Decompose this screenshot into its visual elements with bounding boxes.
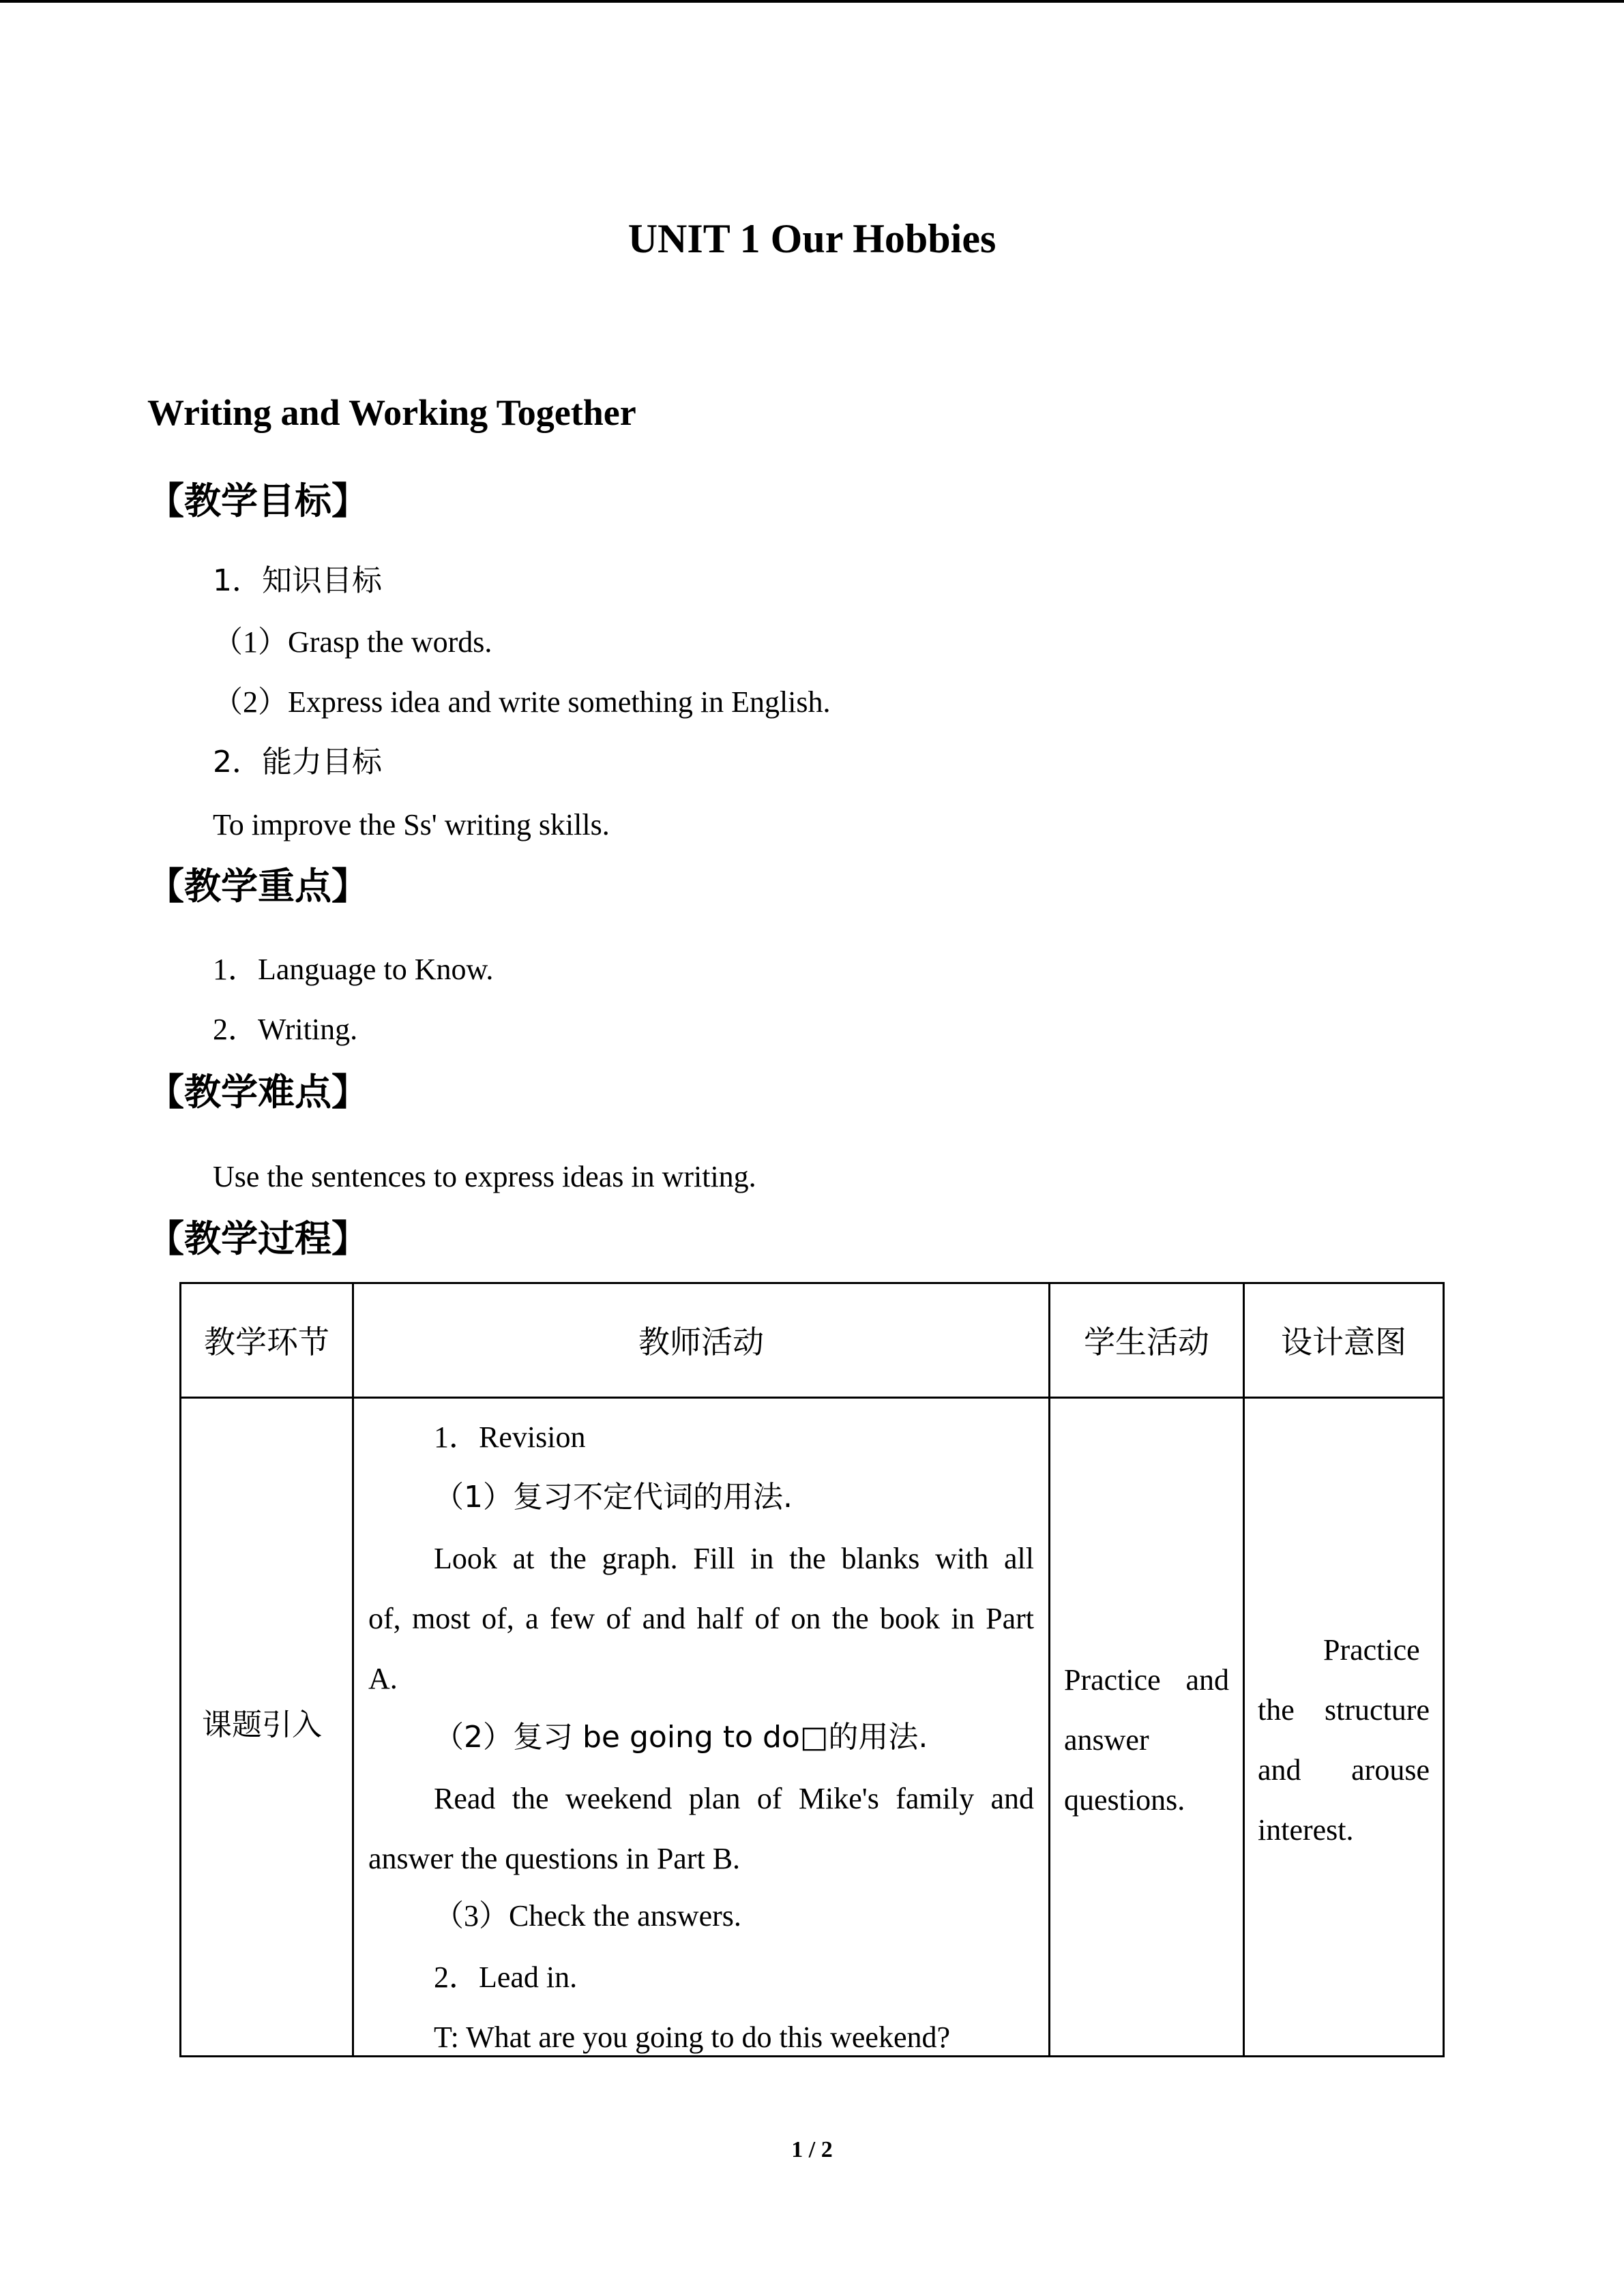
difficulties-heading: 【教学难点】: [147, 1071, 368, 1114]
key-point-item-2: 2．Writing.: [213, 1013, 358, 1046]
objective-item-2-text: To improve the Ss' writing skills.: [213, 808, 610, 841]
document-title: UNIT 1 Our Hobbies: [628, 216, 996, 261]
teacher-line-9: （3）Check the answers.: [434, 1899, 741, 1933]
key-point-item-1: 1．Language to Know.: [213, 953, 494, 986]
lesson-subtitle: Writing and Working Together: [147, 392, 636, 433]
purpose-line-1: Practice: [1323, 1633, 1420, 1667]
teacher-line-6: （2）复习 be going to do□的用法.: [434, 1720, 928, 1755]
student-line-2: answer: [1064, 1723, 1149, 1757]
objective-item-1: 1．知识目标: [213, 563, 382, 598]
purpose-line-3: and arouse: [1258, 1753, 1430, 1787]
teacher-line-4: of, most of, a few of and half of on the book in Part: [368, 1602, 1034, 1635]
difficulties-text: Use the sentences to express ideas in writing.: [213, 1160, 756, 1193]
table-header-purpose: 设计意图: [1281, 1324, 1406, 1360]
teacher-line-2: （1）复习不定代词的用法.: [434, 1480, 793, 1515]
objective-item-1-sub-2: （2）Express idea and write something in English.: [213, 685, 831, 719]
page-indicator: 1 / 2: [791, 2137, 833, 2162]
teacher-line-7: Read the weekend plan of Mike's family and: [434, 1782, 1034, 1815]
page-top-border: [0, 0, 1624, 3]
student-line-1: Practice and: [1064, 1663, 1229, 1697]
table-header-stage: 教学环节: [204, 1324, 329, 1360]
objective-item-2: 2．能力目标: [213, 745, 382, 779]
teacher-line-10: 2．Lead in.: [434, 1960, 578, 1994]
key-points-heading: 【教学重点】: [147, 865, 368, 908]
teacher-line-3: Look at the graph. Fill in the blanks with all: [434, 1542, 1034, 1575]
student-line-3: questions.: [1064, 1783, 1185, 1817]
table-cell-stage: 课题引入: [202, 1708, 322, 1742]
teacher-line-1: 1．Revision: [434, 1420, 586, 1454]
table-header-teacher: 教师活动: [638, 1324, 764, 1360]
purpose-line-2: the structure: [1258, 1693, 1430, 1727]
objectives-heading: 【教学目标】: [147, 479, 368, 522]
teacher-line-11: T: What are you going to do this weekend?: [434, 2021, 951, 2054]
teacher-line-8: answer the questions in Part B.: [368, 1842, 741, 1875]
table-header-student: 学生活动: [1084, 1324, 1209, 1360]
process-heading: 【教学过程】: [147, 1217, 368, 1260]
objective-item-1-sub-1: （1）Grasp the words.: [213, 625, 492, 659]
teacher-line-5: A.: [368, 1662, 398, 1695]
purpose-line-4: interest.: [1258, 1813, 1354, 1847]
